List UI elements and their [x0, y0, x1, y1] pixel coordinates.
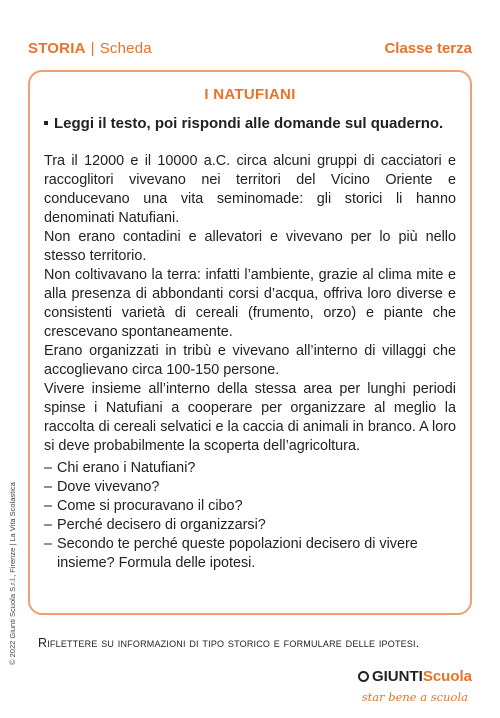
subject-separator: |	[90, 40, 95, 57]
logo-brand-suffix: Scuola	[422, 668, 472, 685]
logo-tagline: star bene a scuola	[361, 690, 468, 704]
paragraph: Vivere insieme all’interno della stessa area per lunghi periodi spinse i Natufiani a cooperare per organizzare al meglio la raccolta di cereali selvatici e la caccia di animali in branco. A loro si deve probabilmente la scoperta dell’agricoltura.	[44, 381, 456, 454]
dash-marker: –	[44, 479, 53, 495]
dash-marker: –	[44, 536, 53, 552]
instruction-text: Leggi il testo, poi rispondi alle domande sul quaderno.	[54, 115, 444, 132]
copyright-note: © 2022 Giunti Scuola S.r.l., Firenze | La Vita Scolastica	[8, 482, 17, 665]
question-text: Come si procuravano il cibo?	[57, 498, 243, 514]
grade-label: Classe terza	[384, 40, 472, 57]
question-text: Perché decisero di organizzarsi?	[57, 517, 266, 533]
worksheet-title: I NATUFIANI	[204, 86, 296, 103]
subject-name: STORIA	[28, 40, 86, 57]
worksheet-card	[28, 70, 472, 615]
dash-marker: –	[44, 460, 53, 476]
logo-wordmark	[358, 668, 472, 685]
instruction	[44, 115, 458, 132]
dash-marker: –	[44, 498, 53, 514]
page-header	[28, 40, 472, 62]
question-item	[44, 516, 456, 535]
question-text: Chi erano i Natufiani?	[57, 460, 196, 476]
publisher-logo	[352, 668, 472, 712]
question-text: Dove vivevano?	[57, 479, 160, 495]
question-item	[44, 497, 456, 516]
subject-label	[28, 40, 152, 57]
sheet-kind: Scheda	[99, 40, 152, 57]
bullet-icon	[44, 121, 48, 125]
logo-brand: GIUNTI	[371, 668, 423, 685]
reading-text	[44, 152, 456, 456]
dash-marker: –	[44, 517, 53, 533]
paragraph: Tra il 12000 e il 10000 a.C. circa alcuni gruppi di cacciatori e raccoglitori vivevano nei territori del Vicino Oriente e conducevano una vita seminomade: gli storici li hanno denominati Natufiani.	[44, 153, 456, 226]
skill-note: Riflettere su informazioni di tipo storico e formulare delle ipotesi.	[38, 636, 420, 650]
paragraph: Non erano contadini e allevatori e vivevano per lo più nello stesso territorio.	[44, 229, 456, 264]
question-list	[44, 459, 456, 573]
question-item	[44, 535, 456, 573]
g-circle-icon	[358, 671, 369, 682]
paragraph: Non coltivavano la terra: infatti l’ambiente, grazie al clima mite e alla presenza di abbondanti corsi d’acqua, offriva loro diverse e consistenti varietà di cereali (frumento, orzo) e piante che crescevano spontaneamente.	[44, 267, 456, 340]
question-item	[44, 459, 456, 478]
paragraph: Erano organizzati in tribù e vivevano all’interno di villaggi che accoglievano circa 100-150 persone.	[44, 343, 456, 378]
question-text: Secondo te perché queste popolazioni decisero di vivere insieme? Formula delle ipotesi.	[57, 536, 418, 571]
question-item	[44, 478, 456, 497]
